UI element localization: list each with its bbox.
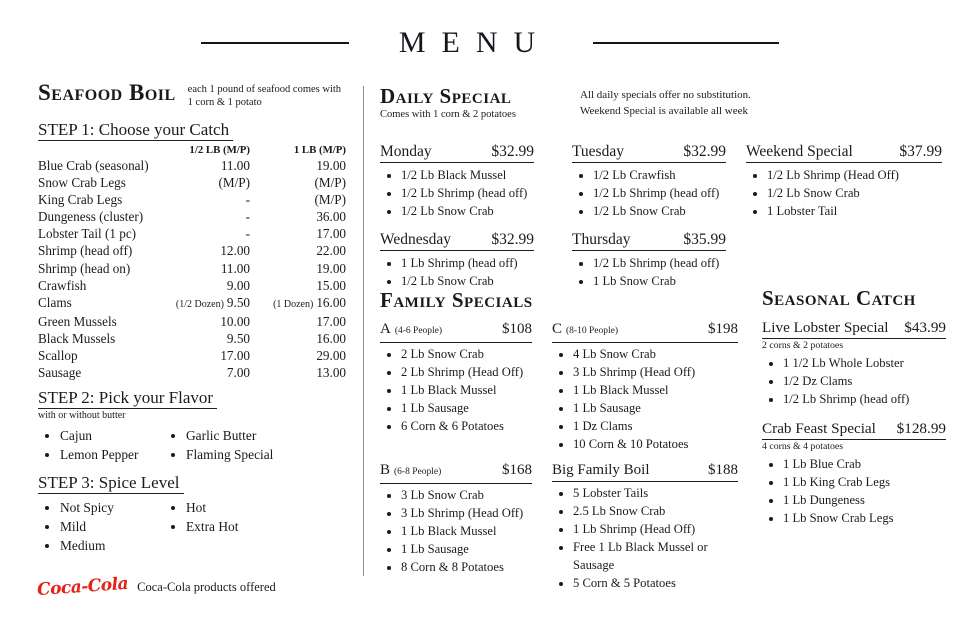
daily-special-note bbox=[580, 88, 770, 119]
day-block-thursday bbox=[572, 230, 726, 290]
menu-item: • 1/2 Lb Shrimp (head off) bbox=[783, 390, 946, 408]
weekend-special-block bbox=[746, 142, 942, 220]
package-price: $168 bbox=[502, 462, 532, 478]
item-price-half: 7.00 bbox=[226, 365, 250, 381]
spice-option: • Medium bbox=[60, 537, 150, 556]
package-b bbox=[380, 461, 532, 576]
weekend-special-items bbox=[746, 166, 942, 220]
item-price-half-value: 9.50 bbox=[226, 294, 250, 310]
vertical-divider bbox=[363, 86, 364, 576]
special-header bbox=[762, 419, 946, 440]
menu-item: • 1/2 Lb Snow Crab bbox=[767, 184, 942, 202]
item-price-full: 19.00 bbox=[316, 158, 346, 173]
menu-item: • 1 Lb Black Mussel bbox=[573, 381, 738, 399]
table-row bbox=[38, 174, 346, 191]
coca-cola-logo: Coca-Cola bbox=[36, 573, 129, 601]
table-row bbox=[38, 313, 346, 330]
menu-item: • Free 1 Lb Black Mussel or Sausage bbox=[573, 538, 738, 574]
item-price-half: 12.00 bbox=[220, 243, 250, 259]
step2-note: with or without butter bbox=[38, 410, 126, 422]
special-name: Crab Feast Special bbox=[762, 420, 876, 437]
package-header bbox=[380, 461, 532, 484]
day-price: $32.99 bbox=[491, 231, 534, 248]
table-row bbox=[38, 208, 346, 225]
menu-item: • 1 Lb Shrimp (head off) bbox=[401, 254, 534, 272]
column-header-one-lb: 1 LB (M/P) bbox=[293, 144, 346, 156]
table-row bbox=[38, 364, 346, 381]
footer-text: Coca-Cola products offered bbox=[137, 579, 276, 594]
package-header bbox=[552, 320, 738, 343]
day-name: Thursday bbox=[572, 231, 631, 248]
weekend-special-header bbox=[746, 142, 942, 163]
menu-item: • 3 Lb Shrimp (Head Off) bbox=[401, 504, 532, 522]
day-header bbox=[572, 230, 726, 251]
menu-item: • 6 Corn & 6 Potatoes bbox=[401, 417, 532, 435]
special-price: $43.99 bbox=[904, 319, 946, 336]
spice-options bbox=[38, 499, 358, 555]
package-price: $188 bbox=[708, 462, 738, 478]
footer bbox=[36, 573, 276, 601]
menu-item: • 1 Lb Blue Crab bbox=[783, 455, 946, 473]
menu-item: • 1 Lobster Tail bbox=[767, 202, 942, 220]
item-price-full: 29.00 bbox=[316, 348, 346, 364]
item-name: Crawfish bbox=[38, 277, 87, 293]
item-price-half: 9.50 bbox=[226, 330, 250, 346]
item-price-full: (M/P) bbox=[314, 192, 346, 208]
flavor-option: • Flaming Special bbox=[186, 446, 314, 465]
item-price-half bbox=[170, 294, 250, 313]
item-name: Clams bbox=[38, 294, 72, 310]
table-row bbox=[38, 330, 346, 347]
item-name: Shrimp (head off) bbox=[38, 243, 133, 259]
catch-table-header bbox=[38, 143, 346, 157]
day-price: $32.99 bbox=[683, 143, 726, 160]
menu-item: • 2 Lb Shrimp (Head Off) bbox=[401, 363, 532, 381]
menu-header bbox=[0, 26, 980, 60]
package-name: B bbox=[380, 462, 391, 478]
menu-item: • 4 Lb Snow Crab bbox=[573, 345, 738, 363]
package-grid bbox=[380, 320, 760, 592]
flavor-column-2 bbox=[164, 427, 314, 464]
item-price-half: 9.00 bbox=[226, 277, 250, 293]
menu-item: • 1 Lb Sausage bbox=[401, 399, 532, 417]
spice-option: • Extra Hot bbox=[186, 518, 314, 537]
day-block-wednesday bbox=[380, 230, 534, 290]
seafood-boil-note-line1: each 1 pound of seafood comes with bbox=[187, 84, 342, 95]
weekend-special-name: Weekend Special bbox=[746, 143, 853, 160]
day-block-tuesday bbox=[572, 142, 726, 220]
half-dozen-label: (1/2 Dozen) bbox=[175, 298, 224, 310]
day-header bbox=[572, 142, 726, 163]
table-row bbox=[38, 277, 346, 294]
flavor-column-1 bbox=[38, 427, 150, 464]
day-block-monday bbox=[380, 142, 534, 220]
menu-item: • 1 Lb Snow Crab Legs bbox=[783, 509, 946, 527]
item-price-full: 15.00 bbox=[316, 277, 346, 293]
seasonal-catch-title: Seasonal Catch bbox=[762, 286, 916, 310]
menu-item: • 5 Lobster Tails bbox=[573, 484, 738, 502]
table-row bbox=[38, 294, 346, 313]
flavor-option: • Lemon Pepper bbox=[60, 446, 150, 465]
day-items bbox=[572, 166, 726, 220]
column-header-half-lb: 1/2 LB (M/P) bbox=[189, 144, 250, 156]
item-name: Black Mussels bbox=[38, 330, 116, 346]
item-name: Snow Crab Legs bbox=[38, 175, 126, 191]
item-name: Scallop bbox=[38, 348, 78, 364]
header-rule-right bbox=[593, 42, 779, 44]
header-rule-left bbox=[201, 42, 349, 44]
spice-option: • Hot bbox=[186, 499, 314, 518]
special-note: 2 corns & 2 potatoes bbox=[762, 340, 844, 351]
item-name: Green Mussels bbox=[38, 313, 117, 329]
special-note: 4 corns & 4 potatoes bbox=[762, 441, 844, 452]
package-items bbox=[552, 484, 738, 592]
daily-special-title: Daily Special bbox=[380, 84, 512, 108]
daily-note-line1: All daily specials offer no substitution. bbox=[580, 89, 751, 101]
special-items bbox=[762, 354, 946, 408]
day-header bbox=[380, 230, 534, 251]
day-header bbox=[380, 142, 534, 163]
item-price-half: 17.00 bbox=[220, 348, 250, 364]
item-price-half: 11.00 bbox=[220, 158, 250, 173]
table-row bbox=[38, 157, 346, 174]
menu-item: • 1 1/2 Lb Whole Lobster bbox=[783, 354, 946, 372]
menu-item: • 1/2 Lb Black Mussel bbox=[401, 166, 534, 184]
spice-column-2 bbox=[164, 499, 314, 555]
seafood-boil-section bbox=[38, 80, 358, 555]
item-price-half: - bbox=[245, 192, 250, 208]
table-row bbox=[38, 242, 346, 259]
menu-item: • 1/2 Lb Snow Crab bbox=[401, 202, 534, 220]
live-lobster-special-block bbox=[762, 318, 946, 408]
page-title: MENU bbox=[398, 26, 552, 59]
item-price-full: (M/P) bbox=[314, 175, 346, 191]
package-price: $198 bbox=[708, 321, 738, 337]
package-header bbox=[552, 461, 738, 482]
weekend-special-price: $37.99 bbox=[899, 143, 942, 160]
flavor-option: • Cajun bbox=[60, 427, 150, 446]
menu-item: • 1/2 Dz Clams bbox=[783, 372, 946, 390]
item-name: Shrimp (head on) bbox=[38, 260, 131, 276]
spice-option: • Mild bbox=[60, 518, 150, 537]
menu-item: • 8 Corn & 8 Potatoes bbox=[401, 558, 532, 576]
table-row bbox=[38, 347, 346, 364]
menu-item: • 10 Corn & 10 Potatoes bbox=[573, 435, 738, 453]
menu-item: • 1/2 Lb Shrimp (Head Off) bbox=[767, 166, 942, 184]
day-items bbox=[380, 254, 534, 290]
menu-item: • 1 Lb Snow Crab bbox=[593, 272, 726, 290]
menu-item: • 1/2 Lb Shrimp (head off) bbox=[401, 184, 534, 202]
item-price-half: - bbox=[245, 226, 250, 242]
special-items bbox=[762, 455, 946, 527]
menu-item: • 1 Dz Clams bbox=[573, 417, 738, 435]
menu-item: • 1/2 Lb Shrimp (head off) bbox=[593, 254, 726, 272]
special-header bbox=[762, 318, 946, 339]
day-name: Tuesday bbox=[572, 143, 624, 160]
item-name: Lobster Tail (1 pc) bbox=[38, 226, 137, 242]
package-c bbox=[552, 320, 738, 453]
menu-item: • 1 Lb King Crab Legs bbox=[783, 473, 946, 491]
item-price-full: 17.00 bbox=[316, 313, 346, 329]
seasonal-catch-section bbox=[762, 286, 946, 527]
package-a bbox=[380, 320, 532, 435]
package-price: $108 bbox=[502, 321, 532, 337]
item-price-half: (M/P) bbox=[218, 175, 250, 191]
item-price-full: 13.00 bbox=[316, 365, 346, 381]
item-price-full: 17.00 bbox=[316, 226, 346, 242]
package-items bbox=[380, 345, 532, 435]
item-name: King Crab Legs bbox=[38, 192, 123, 208]
package-size: (8-10 People) bbox=[566, 326, 618, 336]
day-price: $35.99 bbox=[683, 231, 726, 248]
daily-special-subtitle: Comes with 1 corn & 2 potatoes bbox=[380, 109, 516, 120]
package-items bbox=[380, 486, 532, 576]
day-items bbox=[380, 166, 534, 220]
family-specials-section bbox=[380, 288, 760, 592]
flavor-options bbox=[38, 427, 358, 464]
flavor-option: • Garlic Butter bbox=[186, 427, 314, 446]
table-row bbox=[38, 191, 346, 208]
menu-item: • 2.5 Lb Snow Crab bbox=[573, 502, 738, 520]
step3-title: STEP 3: Spice Level bbox=[38, 473, 184, 494]
item-price-half: 10.00 bbox=[220, 313, 250, 329]
table-row bbox=[38, 260, 346, 277]
family-specials-title: Family Specials bbox=[380, 288, 533, 312]
menu-item: • 1 Lb Black Mussel bbox=[401, 522, 532, 540]
menu-item: • 1 Lb Sausage bbox=[401, 540, 532, 558]
menu-item: • 2 Lb Snow Crab bbox=[401, 345, 532, 363]
package-name: Big Family Boil bbox=[552, 462, 650, 478]
catch-price-table bbox=[38, 143, 346, 381]
menu-item: • 1/2 Lb Shrimp (head off) bbox=[593, 184, 726, 202]
item-price-half: - bbox=[245, 209, 250, 225]
special-price: $128.99 bbox=[896, 420, 946, 437]
spice-option: • Not Spicy bbox=[60, 499, 150, 518]
day-items bbox=[572, 254, 726, 290]
item-name: Blue Crab (seasonal) bbox=[38, 158, 149, 173]
menu-item: • 1 Lb Black Mussel bbox=[401, 381, 532, 399]
seafood-boil-note bbox=[188, 80, 346, 109]
item-price-half: 11.00 bbox=[220, 260, 250, 276]
menu-item: • 1/2 Lb Crawfish bbox=[593, 166, 726, 184]
package-items bbox=[552, 345, 738, 453]
item-price-full bbox=[250, 294, 346, 313]
seafood-boil-note-line2: 1 corn & 1 potato bbox=[187, 97, 262, 108]
item-price-full: 19.00 bbox=[316, 260, 346, 276]
dozen-label: (1 Dozen) bbox=[273, 298, 314, 310]
package-name: C bbox=[552, 321, 563, 337]
menu-item: • 1/2 Lb Snow Crab bbox=[401, 272, 534, 290]
package-size: (4-6 People) bbox=[394, 326, 443, 336]
step1-title: STEP 1: Choose your Catch bbox=[38, 120, 233, 141]
item-name: Sausage bbox=[38, 365, 82, 381]
day-price: $32.99 bbox=[491, 143, 534, 160]
menu-item: • 3 Lb Shrimp (Head Off) bbox=[573, 363, 738, 381]
special-name: Live Lobster Special bbox=[762, 319, 889, 336]
item-price-full: 16.00 bbox=[316, 330, 346, 346]
item-price-full: 22.00 bbox=[316, 243, 346, 259]
menu-item: • 1/2 Lb Snow Crab bbox=[593, 202, 726, 220]
spice-column-1 bbox=[38, 499, 150, 555]
crab-feast-special-block bbox=[762, 419, 946, 527]
seafood-boil-title: Seafood Boil bbox=[38, 80, 176, 105]
table-row bbox=[38, 225, 346, 242]
daily-note-line2: Weekend Special is available all week bbox=[580, 104, 749, 117]
menu-item: • 1 Lb Dungeness bbox=[783, 491, 946, 509]
menu-item: • 1 Lb Shrimp (Head Off) bbox=[573, 520, 738, 538]
day-name: Wednesday bbox=[380, 231, 452, 248]
item-price-full: 36.00 bbox=[316, 209, 346, 225]
package-header bbox=[380, 320, 532, 343]
package-name: A bbox=[380, 321, 391, 337]
package-size: (6-8 People) bbox=[394, 467, 442, 477]
package-big-family-boil bbox=[552, 461, 738, 592]
item-name: Dungeness (cluster) bbox=[38, 209, 144, 225]
item-price-full-value: 16.00 bbox=[316, 294, 346, 310]
menu-item: • 3 Lb Snow Crab bbox=[401, 486, 532, 504]
menu-item: • 1 Lb Sausage bbox=[573, 399, 738, 417]
menu-item: • 5 Corn & 5 Potatoes bbox=[573, 574, 738, 592]
step2-title: STEP 2: Pick your Flavor bbox=[38, 388, 217, 409]
day-name: Monday bbox=[380, 143, 432, 160]
